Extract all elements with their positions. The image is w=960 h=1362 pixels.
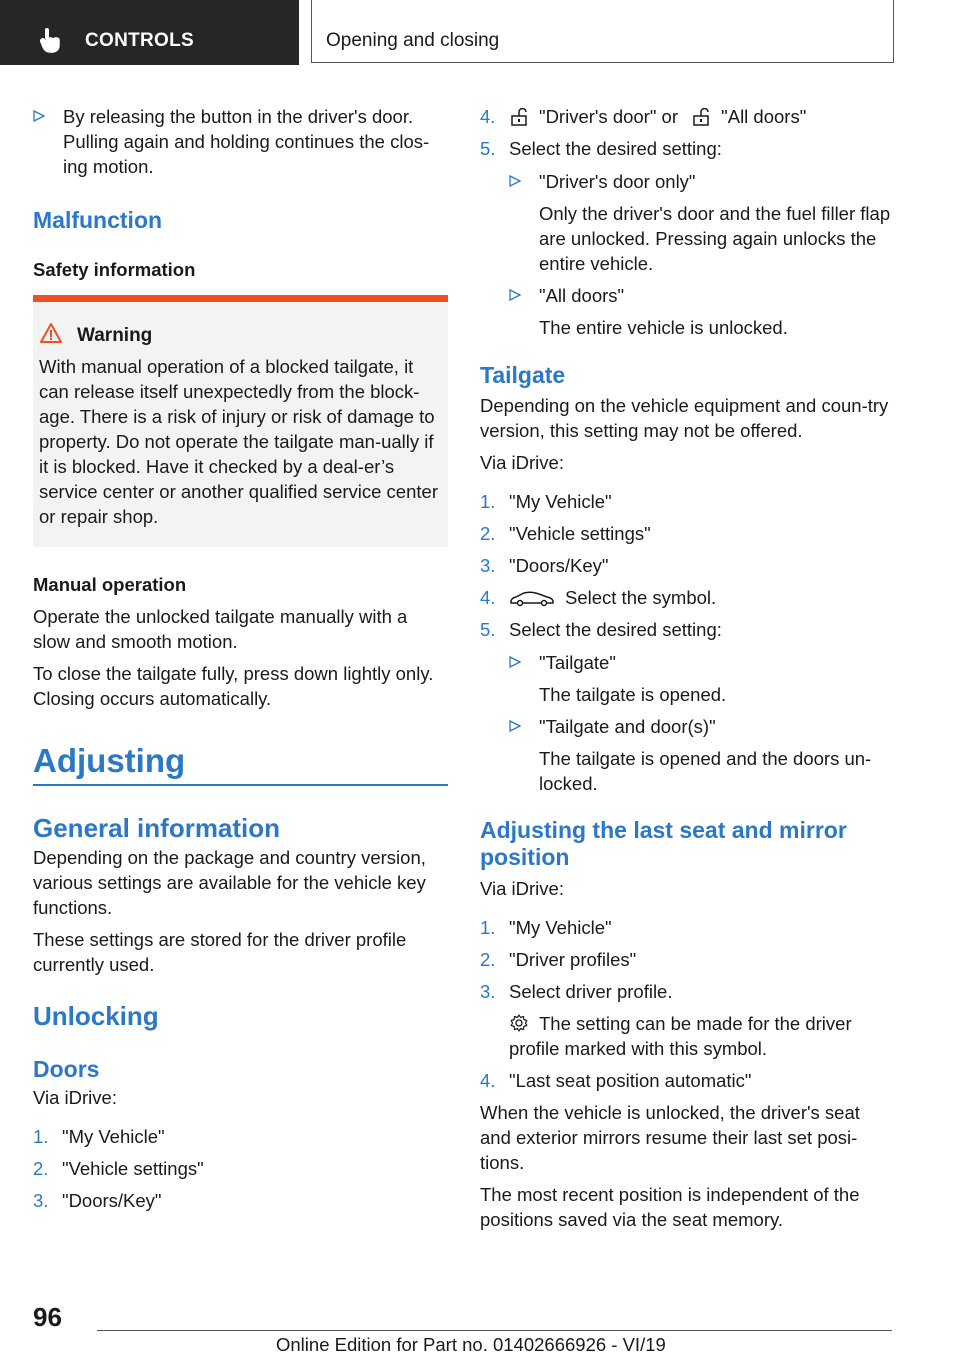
malfunction-heading: Malfunction	[33, 207, 163, 233]
step-number: 3.	[33, 1190, 49, 1211]
step-number: 1.	[480, 917, 496, 938]
warning-title	[33, 302, 448, 348]
via-idrive-text: Via iDrive:	[480, 878, 564, 899]
list-item	[33, 1124, 448, 1149]
tailgate-heading: Tailgate	[480, 362, 566, 388]
step-number: 1.	[33, 1126, 49, 1147]
seat-paragraph-1: When the vehicle is unlocked, the driver's seat and exterior mirrors resume their last set posi-tions.	[480, 1102, 860, 1173]
triangle-bullet-icon	[509, 656, 521, 668]
list-item	[509, 283, 892, 340]
tailgate-paragraph: Depending on the vehicle equipment and coun-try version, this setting may not be offered.	[480, 395, 889, 441]
step-number: 4.	[480, 106, 496, 127]
via-idrive-text: Via iDrive:	[480, 452, 564, 473]
step-number: 5.	[480, 138, 496, 159]
manual-paragraph-1: Operate the unlocked tailgate manually with a slow and smooth motion.	[33, 606, 408, 652]
heading-rule	[33, 784, 448, 786]
doors-steps	[33, 1124, 448, 1213]
list-item	[509, 714, 892, 796]
warning-bar	[33, 295, 448, 302]
section-title: CONTROLS	[85, 30, 195, 51]
footer-edition: Online Edition for Part no. 01402666926 - VI/19	[276, 1334, 666, 1355]
list-item	[480, 979, 892, 1061]
step-text: "Driver's door" or	[539, 106, 679, 127]
triangle-bullet-icon	[509, 720, 521, 732]
option-description: The tailgate is opened.	[539, 684, 727, 705]
section-tab	[0, 0, 299, 65]
chapter-tab	[311, 0, 894, 63]
step-text: "My Vehicle"	[509, 917, 612, 938]
manual-paragraph-2: To close the tailgate fully, press down lightly only. Closing occurs automatically.	[33, 663, 434, 709]
step-number: 4.	[480, 1070, 496, 1091]
list-item	[480, 489, 892, 514]
warning-text: With manual operation of a blocked tailgate, it can release itself unexpectedly from the block-age. There is a risk of injury or risk of damage to property. Do not operate the tailgate man-ually if it is blocked. Have it checked by a deal-er’s service center or another qualified service center or repair shop.	[39, 356, 438, 527]
option-description: Only the driver's door and the fuel filler flap are unlocked. Pressing again unlocks the entire vehicle.	[539, 203, 891, 274]
triangle-bullet-icon	[33, 110, 45, 122]
step-note-text: The setting can be made for the driver profile marked with this symbol.	[509, 1013, 852, 1059]
list-item	[33, 104, 448, 179]
step-number: 2.	[480, 523, 496, 544]
list-item	[480, 585, 892, 610]
option-description: The entire vehicle is unlocked.	[539, 317, 788, 338]
gear-icon	[509, 1013, 529, 1033]
step-note	[509, 1011, 892, 1061]
hand-pointer-icon	[40, 27, 62, 53]
step-text: "Last seat position automatic"	[509, 1070, 752, 1091]
doors-heading: Doors	[33, 1056, 100, 1082]
step-number: 3.	[480, 981, 496, 1002]
option-label: "Tailgate"	[539, 652, 616, 673]
right-column	[480, 104, 892, 1232]
list-item	[33, 1156, 448, 1181]
tailgate-options	[509, 650, 892, 796]
list-item	[480, 136, 892, 340]
step-text: Select the desired setting:	[509, 619, 722, 640]
list-item	[480, 104, 892, 129]
step-text: "Vehicle settings"	[62, 1158, 204, 1179]
list-item	[33, 1188, 448, 1213]
general-paragraph-2: These settings are stored for the driver profile currently used.	[33, 929, 407, 975]
step-text: "Vehicle settings"	[509, 523, 651, 544]
step-text: Select the symbol.	[565, 587, 717, 608]
manual-operation-heading: Manual operation	[33, 574, 187, 595]
step-text: "Doors/Key"	[62, 1190, 162, 1211]
general-paragraph-1: Depending on the package and country version, various settings are available for the vehicle key functions.	[33, 847, 426, 918]
doors-steps-cont	[480, 104, 892, 340]
step-text: "My Vehicle"	[509, 491, 612, 512]
list-item	[480, 617, 892, 796]
step-number: 3.	[480, 555, 496, 576]
footer-rule	[97, 1330, 892, 1331]
step-number: 4.	[480, 587, 496, 608]
intro-list	[33, 104, 448, 179]
triangle-bullet-icon	[509, 175, 521, 187]
list-item	[480, 521, 892, 546]
step-text: Select the desired setting:	[509, 138, 722, 159]
step-number: 5.	[480, 619, 496, 640]
step-number: 2.	[480, 949, 496, 970]
chapter-title: Opening and closing	[326, 30, 500, 51]
step-text: "All doors"	[721, 106, 807, 127]
adjusting-heading: Adjusting	[33, 742, 186, 779]
step-text: "Driver profiles"	[509, 949, 637, 970]
seat-steps	[480, 915, 892, 1093]
option-label: "Tailgate and door(s)"	[539, 716, 716, 737]
list-item	[509, 650, 892, 707]
seat-mirror-heading: Adjusting the last seat and mirror position	[480, 817, 847, 870]
list-item-text: By releasing the button in the driver's door. Pulling again and holding continues the clos-ing motion.	[63, 106, 430, 177]
tailgate-steps	[480, 489, 892, 796]
page-number: 96	[33, 1302, 62, 1332]
step-number: 2.	[33, 1158, 49, 1179]
option-description: The tailgate is opened and the doors un-locked.	[539, 748, 872, 794]
seat-paragraph-2: The most recent position is independent of the positions saved via the seat memory.	[480, 1184, 860, 1230]
triangle-bullet-icon	[509, 289, 521, 301]
list-item	[480, 947, 892, 972]
list-item	[480, 553, 892, 578]
door-options	[509, 169, 892, 340]
left-column	[33, 104, 448, 1220]
list-item	[509, 169, 892, 276]
unlocking-heading: Unlocking	[33, 1001, 159, 1031]
general-info-heading: General information	[33, 813, 281, 843]
option-label: "Driver's door only"	[539, 171, 696, 192]
lock-open-icon	[509, 108, 529, 126]
car-tailgate-icon	[509, 589, 555, 607]
step-text: "Doors/Key"	[509, 555, 609, 576]
safety-heading: Safety information	[33, 259, 196, 280]
via-idrive-text: Via iDrive:	[33, 1087, 117, 1108]
list-item	[480, 1068, 892, 1093]
step-text: Select driver profile.	[509, 981, 673, 1002]
warning-box	[33, 295, 448, 547]
step-number: 1.	[480, 491, 496, 512]
lock-open-icon	[691, 108, 711, 126]
warning-triangle-icon	[39, 322, 63, 344]
list-item	[480, 915, 892, 940]
step-text: "My Vehicle"	[62, 1126, 165, 1147]
option-label: "All doors"	[539, 285, 625, 306]
warning-title-text: Warning	[77, 325, 153, 346]
